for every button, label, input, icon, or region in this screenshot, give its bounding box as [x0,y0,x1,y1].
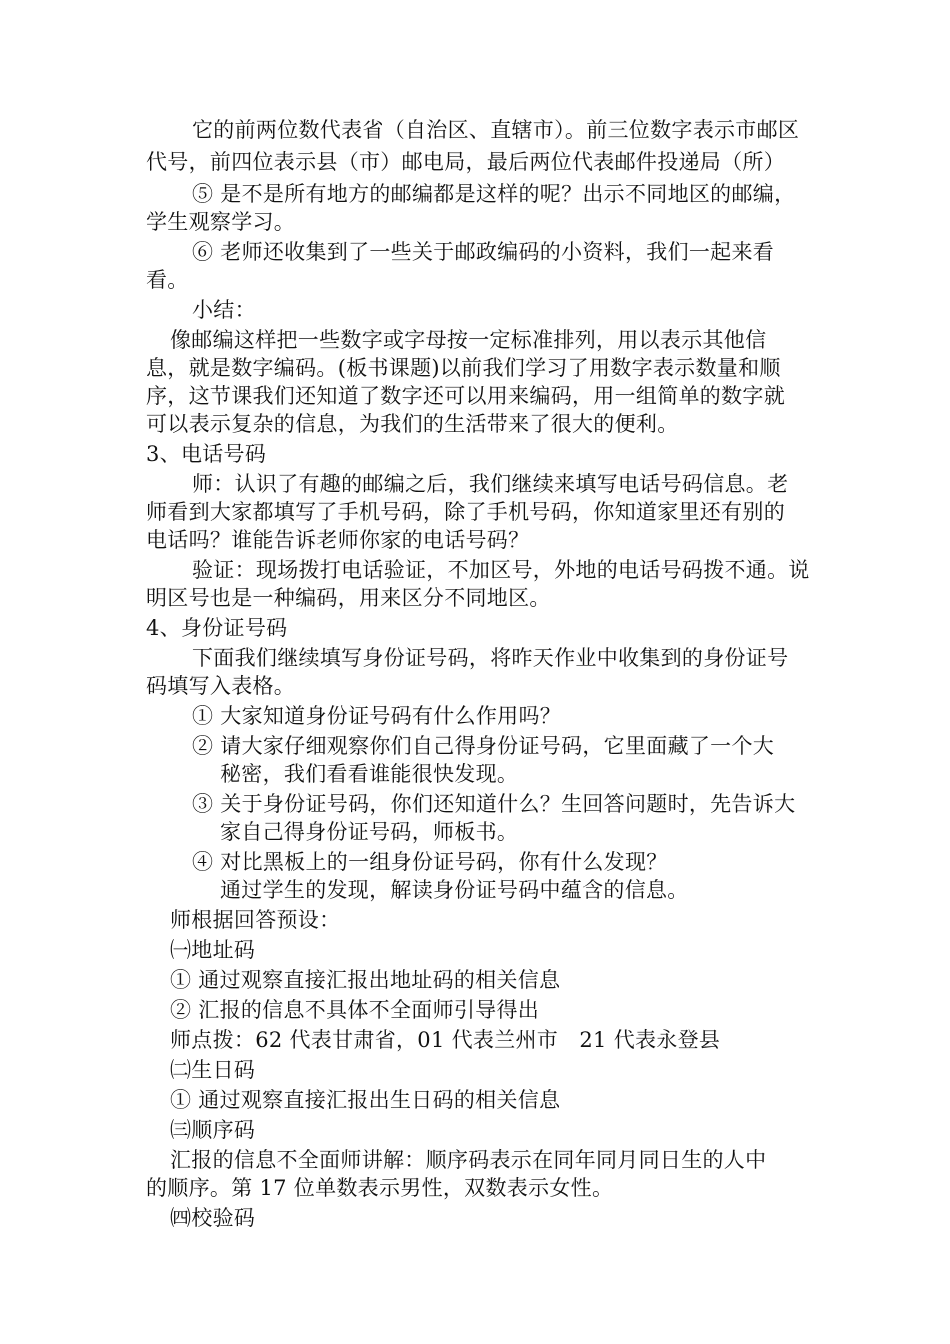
list-item-continued: 家自己得身份证号码，师板书。 [220,820,519,844]
text-line: 师点拨：62 代表甘肃省，01 代表兰州市 21 代表永登县 [170,1028,721,1052]
list-item: ③ 关于身份证号码，你们还知道什么？生回答问题时，先告诉大 [192,792,796,816]
subsection-heading: ㈠地址码 [170,938,256,962]
text-line: 像邮编这样把一些数字或字母按一定标准排列，用以表示其他信 [170,328,767,352]
list-item: ① 大家知道身份证号码有什么作用吗？ [192,704,562,728]
text-line: ⑥ 老师还收集到了一些关于邮政编码的小资料，我们一起来看 [192,240,775,264]
text-line: 序，这节课我们还知道了数字还可以用来编码，用一组简单的数字就 [146,384,785,408]
text-line: 明区号也是一种编码，用来区分不同地区。 [146,586,551,610]
text-line: 师根据回答预设： [170,908,341,932]
list-item: ① 通过观察直接汇报出地址码的相关信息 [170,968,561,992]
section-label: 小结： [192,298,256,322]
text-line: 看。 [146,268,189,292]
section-heading: 3、电话号码 [146,442,267,466]
list-item: ② 请大家仔细观察你们自己得身份证号码，它里面藏了一个大 [192,734,775,758]
text-line: 它的前两位数代表省（自治区、直辖市）。前三位数字表示市邮区 [192,118,800,142]
subsection-heading: ㈡生日码 [170,1058,256,1082]
list-item-continued: 秘密，我们看看谁能很快发现。 [220,762,519,786]
text-line: 下面我们继续填写身份证号码，将昨天作业中收集到的身份证号 [192,646,789,670]
list-item: ④ 对比黑板上的一组身份证号码，你有什么发现？ [192,850,668,874]
text-line: 师看到大家都填写了手机号码，除了手机号码，你知道家里还有别的 [146,500,785,524]
subsection-heading: ㈣校验码 [170,1206,256,1230]
text-line: 电话吗？谁能告诉老师你家的电话号码？ [146,528,530,552]
text-line: 的顺序。第 17 位单数表示男性，双数表示女性。 [146,1176,614,1200]
text-line: 学生观察学习。 [146,210,296,234]
subsection-heading: ㈢顺序码 [170,1118,256,1142]
section-heading: 4、身份证号码 [146,616,288,640]
text-line: 汇报的信息不全面师讲解：顺序码表示在同年同月同日生的人中 [170,1148,767,1172]
text-line: 代号，前四位表示县（市）邮电局，最后两位代表邮件投递局（所） [146,150,785,174]
list-item: ② 汇报的信息不具体不全面师引导得出 [170,998,540,1022]
text-line: 码填写入表格。 [146,674,296,698]
text-line: 验证：现场拨打电话验证，不加区号，外地的电话号码拨不通。说 [192,558,810,582]
text-line: 通过学生的发现，解读身份证号码中蕴含的信息。 [220,878,689,902]
text-line: 可以表示复杂的信息，为我们的生活带来了很大的便利。 [146,412,679,436]
list-item: ① 通过观察直接汇报出生日码的相关信息 [170,1088,561,1112]
text-line: 息，就是数字编码。(板书课题)以前我们学习了用数字表示数量和顺 [146,356,781,380]
text-line: ⑤ 是不是所有地方的邮编都是这样的呢？出示不同地区的邮编， [192,182,796,206]
text-line: 师：认识了有趣的邮编之后，我们继续来填写电话号码信息。老 [192,472,789,496]
